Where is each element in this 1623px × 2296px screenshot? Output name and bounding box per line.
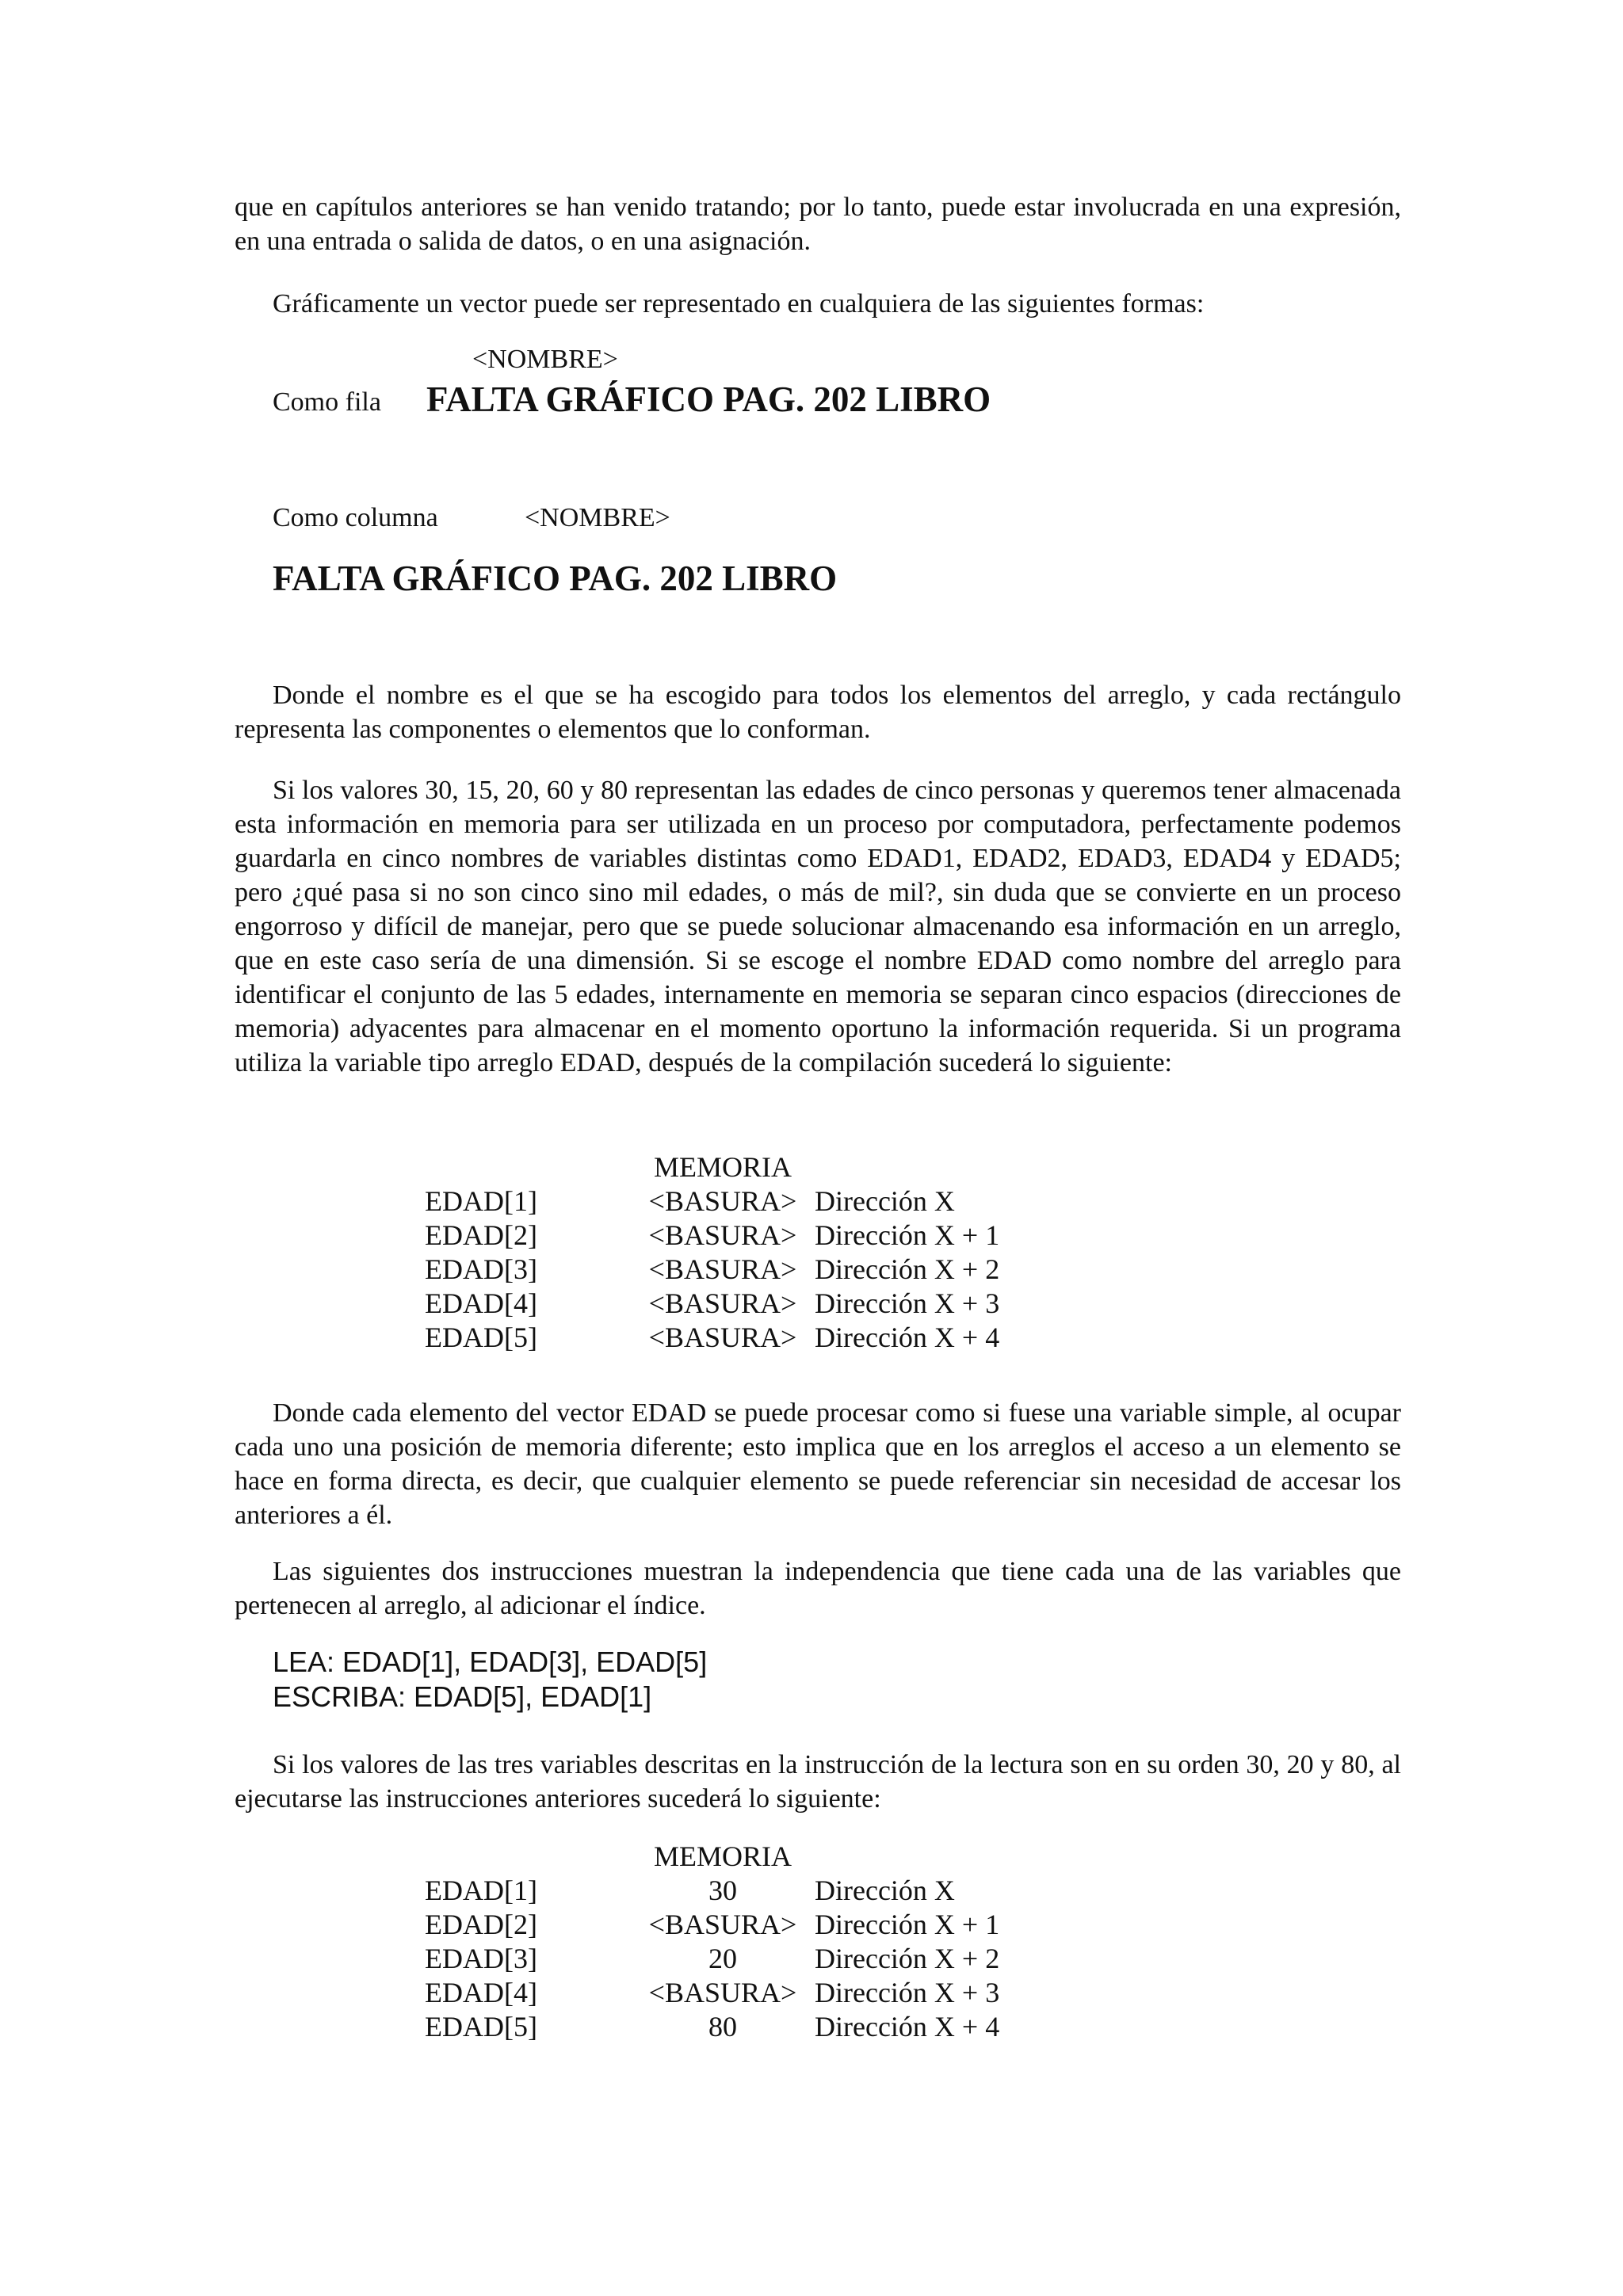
variable-name: EDAD[1] [425,1875,537,1906]
variable-name: EDAD[4] [425,1287,537,1319]
paragraph-ages-example: Si los valores 30, 15, 20, 60 y 80 representan las edades de cinco personas y queremos tener almacenada esta información en memoria para ser utilizada en un proceso por computadora, perfectamente podemos guardarla en cinco nombres de variables distintas como EDAD1, EDAD2, EDAD3, EDAD4 y EDAD5; pero ¿qué pasa si no son cinco sino mil edades, o más de mil?, sin duda que se convierte en un proceso engorroso y difícil de manejar, pero que se puede solucionar almacenando esa información en un arreglo, que en este caso sería de una dimensión. Si se escoge el nombre EDAD como nombre del arreglo para identificar el conjunto de las 5 edades, internamente en memoria se separan cinco espacios (direcciones de memoria) adyacentes para almacenar en el momento oportuno la información requerida. Si un programa utiliza la variable tipo arreglo EDAD, después de la compilación sucederá lo siguiente: [235,776,1401,1077]
memory-address: Dirección X + 4 [815,1322,1000,1353]
memory-table-before [425,1150,1059,1355]
paragraph-intro-continued: que en capítulos anteriores se han venido tratando; por lo tanto, puede estar involucrada en una expresión, en una entrada o salida de datos, o en una asignación. [235,193,1401,256]
missing-column-graphic-note: FALTA GRÁFICO PAG. 202 LIBRO [273,559,838,598]
memory-row [425,1874,1059,1908]
memory-address: Dirección X + 4 [815,2011,1000,2042]
memory-value: 30 [708,1875,737,1906]
memory-address: Dirección X + 1 [815,1909,1000,1940]
column-name-label: <NOMBRE> [525,503,670,532]
paragraph-name-explanation: Donde el nombre es el que se ha escogido para todos los elementos del arreglo, y cada rectángulo representa las componentes o elementos que lo conforman. [235,681,1401,744]
memory-address: Dirección X [815,1185,955,1217]
memory-address: Dirección X + 3 [815,1287,1000,1319]
variable-name: EDAD[1] [425,1185,537,1217]
memory-row [425,1976,1059,2010]
memory-value: <BASURA> [648,1287,797,1319]
memory-value: <BASURA> [648,1322,797,1353]
memory-address: Dirección X + 1 [815,1219,1000,1251]
variable-name: EDAD[3] [425,1253,537,1285]
memory-value: 80 [708,2011,737,2042]
memory-value: <BASURA> [648,1185,797,1217]
paragraph-execution-result: Si los valores de las tres variables descritas en la instrucción de la lectura son en su orden 30, 20 y 80, al ejecutarse las instrucciones anteriores sucederá lo siguiente: [235,1750,1401,1814]
variable-name: EDAD[4] [425,1977,537,2008]
column-form-label: Como columna [273,503,438,532]
variable-name: EDAD[5] [425,1322,537,1353]
variable-name: EDAD[2] [425,1219,537,1251]
memory-value: <BASURA> [648,1253,797,1285]
memory-row [425,1219,1059,1253]
row-form-label: Como fila [273,387,381,417]
memory-address: Dirección X + 2 [815,1943,1000,1974]
memory-header: MEMORIA [653,1840,792,1872]
memory-value: <BASURA> [648,1219,797,1251]
memory-value: 20 [708,1943,737,1974]
missing-row-graphic-note: FALTA GRÁFICO PAG. 202 LIBRO [426,379,991,419]
paragraph-graphical-forms: Gráficamente un vector puede ser representado en cualquiera de las siguientes formas: [273,289,1205,318]
memory-row [425,1253,1059,1287]
memory-address: Dirección X [815,1875,955,1906]
memory-table-header-row [425,1840,1059,1874]
memory-row [425,1184,1059,1219]
variable-name: EDAD[2] [425,1909,537,1940]
code-line-read: LEA: EDAD[1], EDAD[3], EDAD[5] [273,1646,708,1678]
memory-address: Dirección X + 3 [815,1977,1000,2008]
memory-value: <BASURA> [648,1909,797,1940]
memory-row [425,1287,1059,1321]
code-line-write: ESCRIBA: EDAD[5], EDAD[1] [273,1680,652,1713]
memory-row [425,1321,1059,1355]
paragraph-instructions-intro: Las siguientes dos instrucciones muestran la independencia que tiene cada una de las variables que pertenecen al arreglo, al adicionar el índice. [235,1557,1401,1620]
memory-table-after [425,1840,1059,2044]
paragraph-direct-access: Donde cada elemento del vector EDAD se puede procesar como si fuese una variable simple, al ocupar cada uno una posición de memoria diferente; esto implica que en los arreglos el acceso a un elemento se hace en forma directa, es decir, que cualquier elemento se puede referenciar sin necesidad de accesar los anteriores a él. [235,1398,1401,1530]
row-name-label: <NOMBRE> [472,345,618,374]
memory-row [425,1942,1059,1976]
memory-row [425,1908,1059,1942]
memory-header: MEMORIA [653,1151,792,1183]
memory-value: <BASURA> [648,1977,797,2008]
memory-address: Dirección X + 2 [815,1253,1000,1285]
memory-row [425,2010,1059,2044]
memory-table-header-row [425,1150,1059,1184]
variable-name: EDAD[3] [425,1943,537,1974]
variable-name: EDAD[5] [425,2011,537,2042]
